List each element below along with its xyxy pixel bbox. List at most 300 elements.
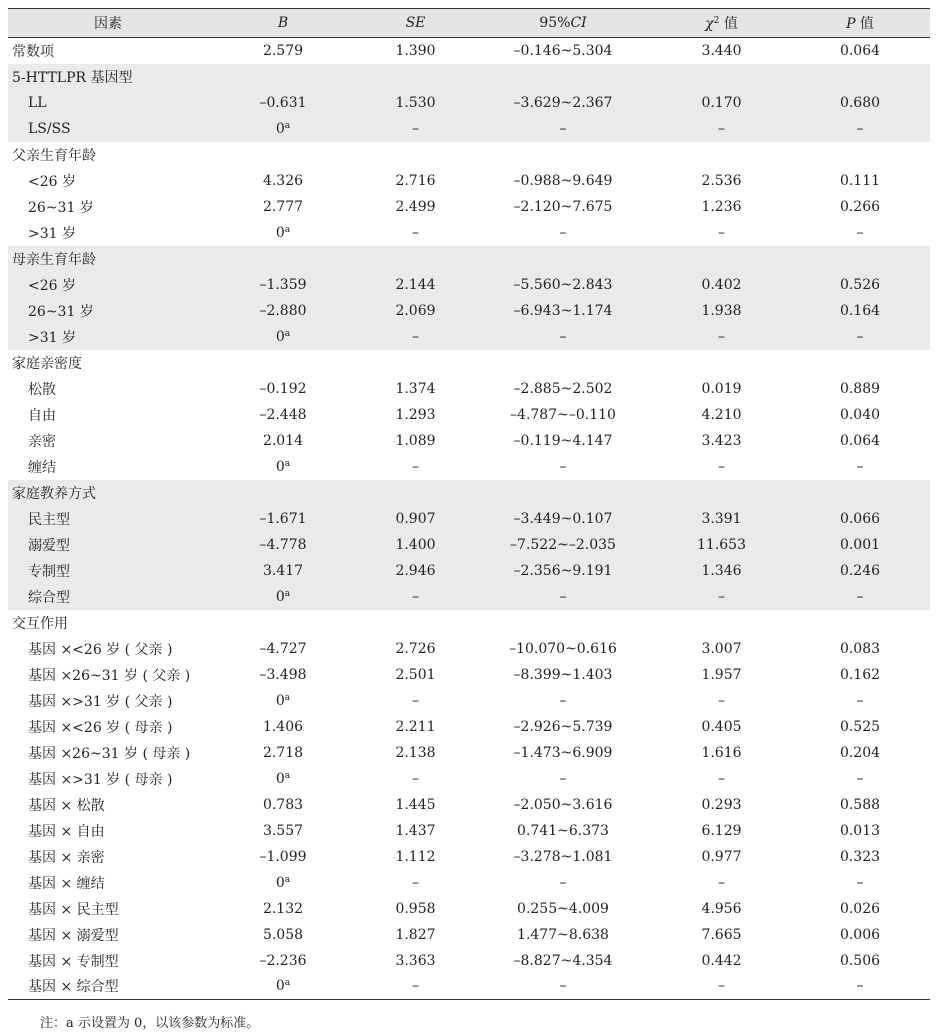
cell-b [208,272,358,298]
row-label: 综合型 [28,589,70,606]
header-ci-italic: CI [570,15,587,31]
cell-chi: 1.957 [701,666,742,683]
group-header-row [8,64,930,90]
row-label: 26~31 岁 [28,303,94,320]
cell-b-value: 0 [275,692,285,709]
row-label: 基因 × 综合型 [8,974,208,1000]
cell-ci: –2.050~3.616 [513,796,613,813]
cell-empty [208,480,358,506]
cell-ci: –0.146~5.304 [513,42,613,59]
cell-empty [358,64,473,90]
row-label: 基因 × 亲密 [28,849,105,866]
cell-ci: – [559,770,567,787]
cell-b [208,974,358,1000]
row-label: >31 岁 [28,329,76,346]
table-row [8,584,930,610]
cell-se: 1.112 [395,848,436,865]
cell-b-value: 0 [275,874,285,891]
cell-p: 0.525 [839,718,881,735]
cell-p: 0.588 [839,796,881,813]
cell-b-value: 0 [275,770,285,787]
table-row [8,922,930,948]
row-label: 家庭亲密度 [12,355,82,372]
reference-marker: a [284,874,291,885]
reference-marker: a [284,224,291,235]
cell-se: – [412,692,419,709]
cell-ci: –6.943~1.174 [513,302,613,319]
cell-empty [790,246,930,272]
cell-b-value: 0 [275,978,285,995]
table-row [8,298,930,324]
table-row [8,38,930,64]
cell-empty [473,142,653,168]
cell-b-value: 0 [275,588,285,605]
table-row [8,636,930,662]
header-b: B [208,9,358,38]
row-label: 松散 [28,381,56,398]
cell-p: 0.064 [839,432,881,449]
row-label: 家庭教养方式 [12,485,96,502]
cell-b-value: –2.236 [259,952,307,969]
cell-b-value: 4.326 [262,172,304,189]
cell-b-value: –2.448 [259,406,307,423]
cell-b-value: 3.557 [262,822,304,839]
cell-ci: 0.255~4.009 [517,900,609,917]
cell-b-value: 0 [275,458,285,475]
row-label: 基因 × 溺爱型 [28,927,119,944]
cell-se: 1.390 [395,42,436,59]
table-row [8,688,930,714]
cell-chi: 3.423 [701,432,742,449]
table-row [8,792,930,818]
cell-se: 3.363 [395,952,436,969]
cell-b-value: –3.498 [259,666,307,683]
group-header-row [8,142,930,168]
cell-chi: 0.170 [701,94,742,111]
row-label: 交互作用 [12,615,68,632]
header-se: SE [358,9,473,38]
cell-se: – [412,458,419,475]
cell-p: – [856,120,864,137]
group-header-row [8,350,930,376]
reference-marker: a [284,770,291,781]
cell-empty [358,610,473,636]
cell-empty [790,480,930,506]
cell-chi: 2.536 [701,172,742,189]
cell-empty [208,350,358,376]
table-row [8,870,930,896]
cell-empty [473,350,653,376]
cell-b [208,220,358,246]
reference-marker: a [284,692,291,703]
table-row [8,168,930,194]
cell-b-value: –4.778 [259,536,307,553]
cell-b-value: –4.727 [259,640,307,657]
cell-b [208,402,358,428]
cell-se: 2.069 [395,302,436,319]
cell-p: – [856,770,864,787]
cell-empty [653,480,790,506]
cell-b [208,38,358,64]
group-header-row [8,246,930,272]
header-ci-prefix: 95% [539,15,571,31]
cell-chi: – [718,874,725,891]
cell-ci: – [559,588,567,605]
table-row [8,740,930,766]
cell-p: 0.006 [839,926,881,943]
cell-chi: 11.653 [697,536,746,553]
cell-b-value: 5.058 [262,926,304,943]
reference-marker: a [284,458,291,469]
cell-p: 0.889 [839,380,881,397]
cell-ci: – [559,458,567,475]
row-label: LS/SS [28,120,71,137]
table-row [8,558,930,584]
cell-ci: –4.787~–0.110 [510,406,616,423]
cell-ci: 1.477~8.638 [517,926,609,943]
cell-empty [473,64,653,90]
cell-se: 1.400 [395,536,436,553]
table-row [8,90,930,116]
cell-p: 0.246 [839,562,881,579]
cell-b [208,740,358,766]
cell-b [208,116,358,142]
cell-chi: 0.402 [701,276,742,293]
table-row [8,662,930,688]
cell-b-value: 0.783 [262,796,304,813]
cell-b [208,688,358,714]
cell-se: 2.138 [395,744,436,761]
cell-empty [653,64,790,90]
cell-ci: –2.885~2.502 [513,380,613,397]
cell-p: 0.026 [839,900,881,917]
cell-b [208,636,358,662]
row-label: 基因 ×<26 岁 ( 父亲 ) [28,641,173,658]
cell-b-value: 2.579 [262,42,304,59]
cell-p: 0.001 [839,536,881,553]
regression-table [8,8,930,1000]
cell-b [208,662,358,688]
cell-b [208,766,358,792]
cell-p: 0.162 [839,666,881,683]
cell-empty [790,142,930,168]
cell-chi: 7.665 [701,926,742,943]
cell-b-value: 0 [275,328,285,345]
cell-empty [208,246,358,272]
cell-se: 1.445 [395,796,436,813]
cell-b [208,792,358,818]
cell-p: – [856,874,864,891]
cell-empty [358,246,473,272]
cell-chi: 0.442 [701,952,742,969]
cell-chi: 1.236 [701,198,742,215]
row-label: 基因 × 专制型 [28,953,119,970]
cell-chi: 6.129 [701,822,742,839]
cell-ci: – [559,120,567,137]
cell-se: 1.293 [395,406,436,423]
cell-ci: –3.278~1.081 [513,848,613,865]
cell-b-value: –1.359 [259,276,307,293]
row-label: 基因 ×>31 岁 ( 父亲 ) [28,693,173,710]
table-row [8,116,930,142]
cell-se: – [358,974,473,1000]
header-p [790,9,930,38]
cell-ci: –2.356~9.191 [513,562,613,579]
cell-ci: –0.119~4.147 [513,432,613,449]
cell-b-value: –2.880 [259,302,307,319]
cell-b [208,324,358,350]
cell-ci: –3.449~0.107 [513,510,613,527]
cell-b-value: –1.671 [259,510,307,527]
row-label: 基因 × 缠结 [28,875,105,892]
row-label: 自由 [28,407,56,424]
cell-b [208,194,358,220]
cell-empty [358,350,473,376]
cell-ci: –5.560~2.843 [513,276,613,293]
row-label: 父亲生育年龄 [12,147,96,164]
cell-p: 0.040 [839,406,881,423]
cell-chi: 1.616 [701,744,742,761]
cell-empty [653,246,790,272]
cell-empty [473,246,653,272]
cell-ci: – [559,224,567,241]
cell-chi: 3.440 [701,42,742,59]
cell-se: – [412,224,419,241]
table-row [8,324,930,350]
cell-chi: – [718,458,725,475]
cell-b [208,558,358,584]
cell-se: 0.958 [395,900,436,917]
table-row [8,766,930,792]
cell-chi: 0.977 [701,848,742,865]
row-label: 溺爱型 [28,537,70,554]
cell-ci: –10.070~0.616 [509,640,617,657]
cell-b-value: –1.099 [259,848,307,865]
cell-ci: – [559,692,567,709]
cell-chi: – [653,974,790,1000]
cell-b [208,584,358,610]
cell-se: 0.907 [395,510,436,527]
cell-se: 1.530 [395,94,436,111]
cell-se: 2.211 [395,718,436,735]
cell-p: – [856,588,864,605]
reference-marker: a [284,120,291,131]
table-row [8,506,930,532]
cell-chi: 3.391 [701,510,742,527]
cell-chi: 1.938 [701,302,742,319]
table-row [8,194,930,220]
cell-b [208,532,358,558]
cell-chi: 4.210 [701,406,742,423]
cell-se: – [412,874,419,891]
header-ci [473,9,653,38]
cell-p: – [856,458,864,475]
cell-b [208,844,358,870]
row-label: 基因 × 松散 [28,797,105,814]
cell-b-value: 2.014 [262,432,304,449]
header-factor: 因素 [8,9,208,38]
cell-chi: 3.007 [701,640,742,657]
cell-empty [208,142,358,168]
reference-marker: a [284,328,291,339]
cell-p: 0.111 [839,172,881,189]
cell-se: 2.144 [395,276,436,293]
row-label: 民主型 [28,511,70,528]
cell-p: 0.204 [839,744,881,761]
group-header-row [8,610,930,636]
cell-p: 0.323 [839,848,881,865]
regression-table-container [8,8,930,1000]
cell-b [208,90,358,116]
header-chi-symbol: χ [705,16,714,32]
cell-chi: 4.956 [701,900,742,917]
row-label: 基因 ×26~31 岁 ( 母亲 ) [28,745,191,762]
table-row [8,974,930,1000]
cell-ci: – [559,874,567,891]
cell-b [208,922,358,948]
row-label: >31 岁 [28,225,76,242]
cell-ci: –0.988~9.649 [513,172,613,189]
cell-se: – [412,328,419,345]
row-label: 26~31 岁 [28,199,94,216]
row-label: 基因 ×<26 岁 ( 母亲 ) [28,719,173,736]
table-row [8,402,930,428]
cell-se: 1.089 [395,432,436,449]
table-row [8,272,930,298]
cell-b [208,454,358,480]
cell-chi: – [718,328,725,345]
row-label: 5-HTTLPR 基因型 [12,69,133,86]
cell-ci: – [559,328,567,345]
cell-ci: –2.120~7.675 [513,198,613,215]
row-label: <26 岁 [28,173,76,190]
cell-se: – [412,120,419,137]
cell-se: 2.946 [395,562,436,579]
cell-se: – [412,770,419,787]
row-label: 基因 × 自由 [28,823,105,840]
cell-ci: –8.827~4.354 [513,952,613,969]
cell-b [208,948,358,974]
cell-empty [653,350,790,376]
cell-ci: 0.741~6.373 [517,822,609,839]
cell-se: 2.499 [395,198,436,215]
cell-empty [790,350,930,376]
cell-empty [473,480,653,506]
group-header-row [8,480,930,506]
row-label: 常数项 [12,43,54,60]
cell-chi: – [718,224,725,241]
cell-b-value: 2.718 [262,744,304,761]
table-row [8,532,930,558]
cell-b [208,506,358,532]
cell-ci: –2.926~5.739 [513,718,613,735]
table-row [8,844,930,870]
cell-se: 1.827 [395,926,436,943]
cell-p: – [856,224,864,241]
table-row [8,818,930,844]
row-label: 基因 × 民主型 [28,901,119,918]
cell-ci: –7.522~–2.035 [510,536,616,553]
table-row [8,220,930,246]
table-body [8,38,930,1000]
cell-p: 0.013 [839,822,881,839]
cell-empty [358,142,473,168]
header-row [8,9,930,38]
cell-p: 0.083 [839,640,881,657]
header-p-suffix: 值 [855,16,874,32]
row-label: LL [28,94,47,111]
cell-se: 1.437 [395,822,436,839]
cell-b [208,714,358,740]
cell-ci: –1.473~6.909 [513,744,613,761]
cell-chi: – [718,588,725,605]
cell-empty [790,64,930,90]
cell-p: – [856,692,864,709]
row-label: 母亲生育年龄 [12,251,96,268]
row-label: 亲密 [28,433,56,450]
cell-b [208,870,358,896]
row-label: 基因 ×>31 岁 ( 母亲 ) [28,771,173,788]
cell-chi: 0.405 [701,718,742,735]
cell-p: 0.680 [839,94,881,111]
cell-b [208,298,358,324]
cell-chi: 0.293 [701,796,742,813]
cell-b-value: –0.192 [259,380,307,397]
row-label: 缠结 [28,459,56,476]
cell-ci: –3.629~2.367 [513,94,613,111]
cell-p: – [856,328,864,345]
cell-empty [208,64,358,90]
cell-b [208,376,358,402]
cell-p: 0.506 [839,952,881,969]
cell-se: – [412,588,419,605]
cell-p: 0.266 [839,198,881,215]
table-row [8,376,930,402]
cell-se: 1.374 [395,380,436,397]
cell-p: – [790,974,930,1000]
cell-se: 2.726 [395,640,436,657]
table-row [8,454,930,480]
table-row [8,428,930,454]
reference-marker: a [284,978,291,989]
row-label: 基因 ×26~31 岁 ( 父亲 ) [28,667,191,684]
cell-b [208,428,358,454]
cell-empty [473,610,653,636]
cell-b [208,168,358,194]
cell-p: 0.526 [839,276,881,293]
cell-b [208,896,358,922]
cell-b-value: 0 [275,224,285,241]
header-chi-suffix: 值 [719,16,738,32]
cell-ci: –8.399~1.403 [513,666,613,683]
table-footnote: 注：a 示设置为 0，以该参数为标准。 [40,1016,260,1031]
cell-b-value: –0.631 [259,94,307,111]
row-label: 专制型 [28,563,70,580]
cell-empty [653,142,790,168]
cell-chi: – [718,770,725,787]
cell-chi: 1.346 [701,562,742,579]
header-chi [653,9,790,38]
table-header [8,9,930,38]
cell-chi: – [718,120,725,137]
cell-b-value: 1.406 [262,718,304,735]
cell-b-value: 2.777 [262,198,304,215]
cell-b-value: 0 [275,120,285,137]
cell-chi: – [718,692,725,709]
cell-b-value: 2.132 [262,900,304,917]
cell-empty [653,610,790,636]
cell-chi: 0.019 [701,380,742,397]
